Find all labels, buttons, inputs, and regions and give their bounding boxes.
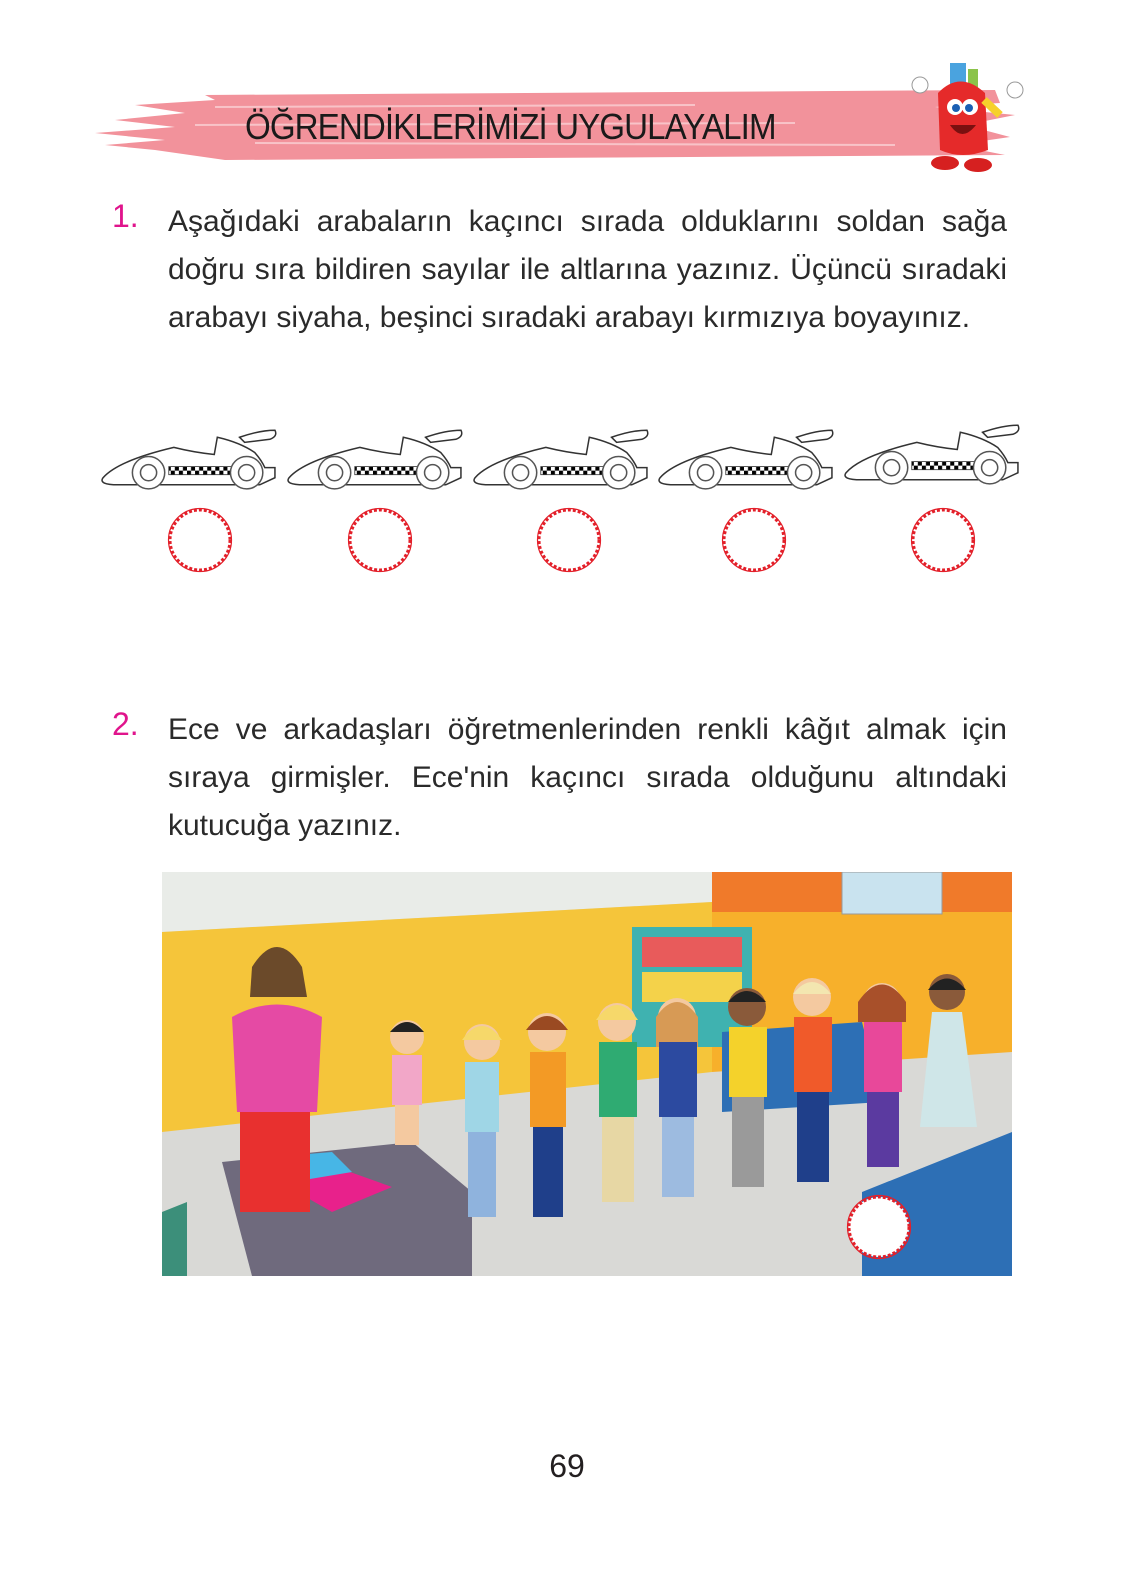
question-number: 2.: [112, 706, 139, 742]
answer-circle-3[interactable]: [536, 507, 602, 573]
page-number: 69: [549, 1448, 585, 1484]
answer-circle-5[interactable]: [910, 507, 976, 573]
ece-answer-box: [848, 1196, 911, 1259]
section-title: ÖĞRENDİKLERİMİZİ UYGULAYALIM: [245, 106, 776, 147]
race-car-4-icon: [655, 420, 837, 495]
answer-circle-4[interactable]: [721, 507, 787, 573]
question-text: Ece ve arkadaşları öğretmenlerinden renkli kâğıt almak için sıraya girmişler. Ece'nin kaçıncı sırada olduğunu altındaki kutucuğa yazınız.: [168, 713, 1007, 842]
answer-circle-1[interactable]: [167, 507, 233, 573]
classroom-illustration: [162, 872, 1012, 1276]
answer-circle-2[interactable]: [347, 507, 413, 573]
race-car-5-icon: [841, 415, 1023, 490]
race-car-2-icon: [284, 420, 466, 495]
race-car-3-icon: [470, 420, 652, 495]
question-number: 1.: [112, 198, 139, 234]
backpack-mascot-icon: [900, 55, 1030, 175]
race-cars-row: [95, 420, 1025, 500]
question-text: Aşağıdaki arabaların kaçıncı sırada olduklarını soldan sağa doğru sıra bildiren sayılar ile altlarına yazınız. Üçüncü sıradaki arabayı siyaha, beşinci sıradaki arabayı kırmızıya boyayınız.: [168, 205, 1007, 334]
race-car-1-icon: [98, 420, 280, 495]
